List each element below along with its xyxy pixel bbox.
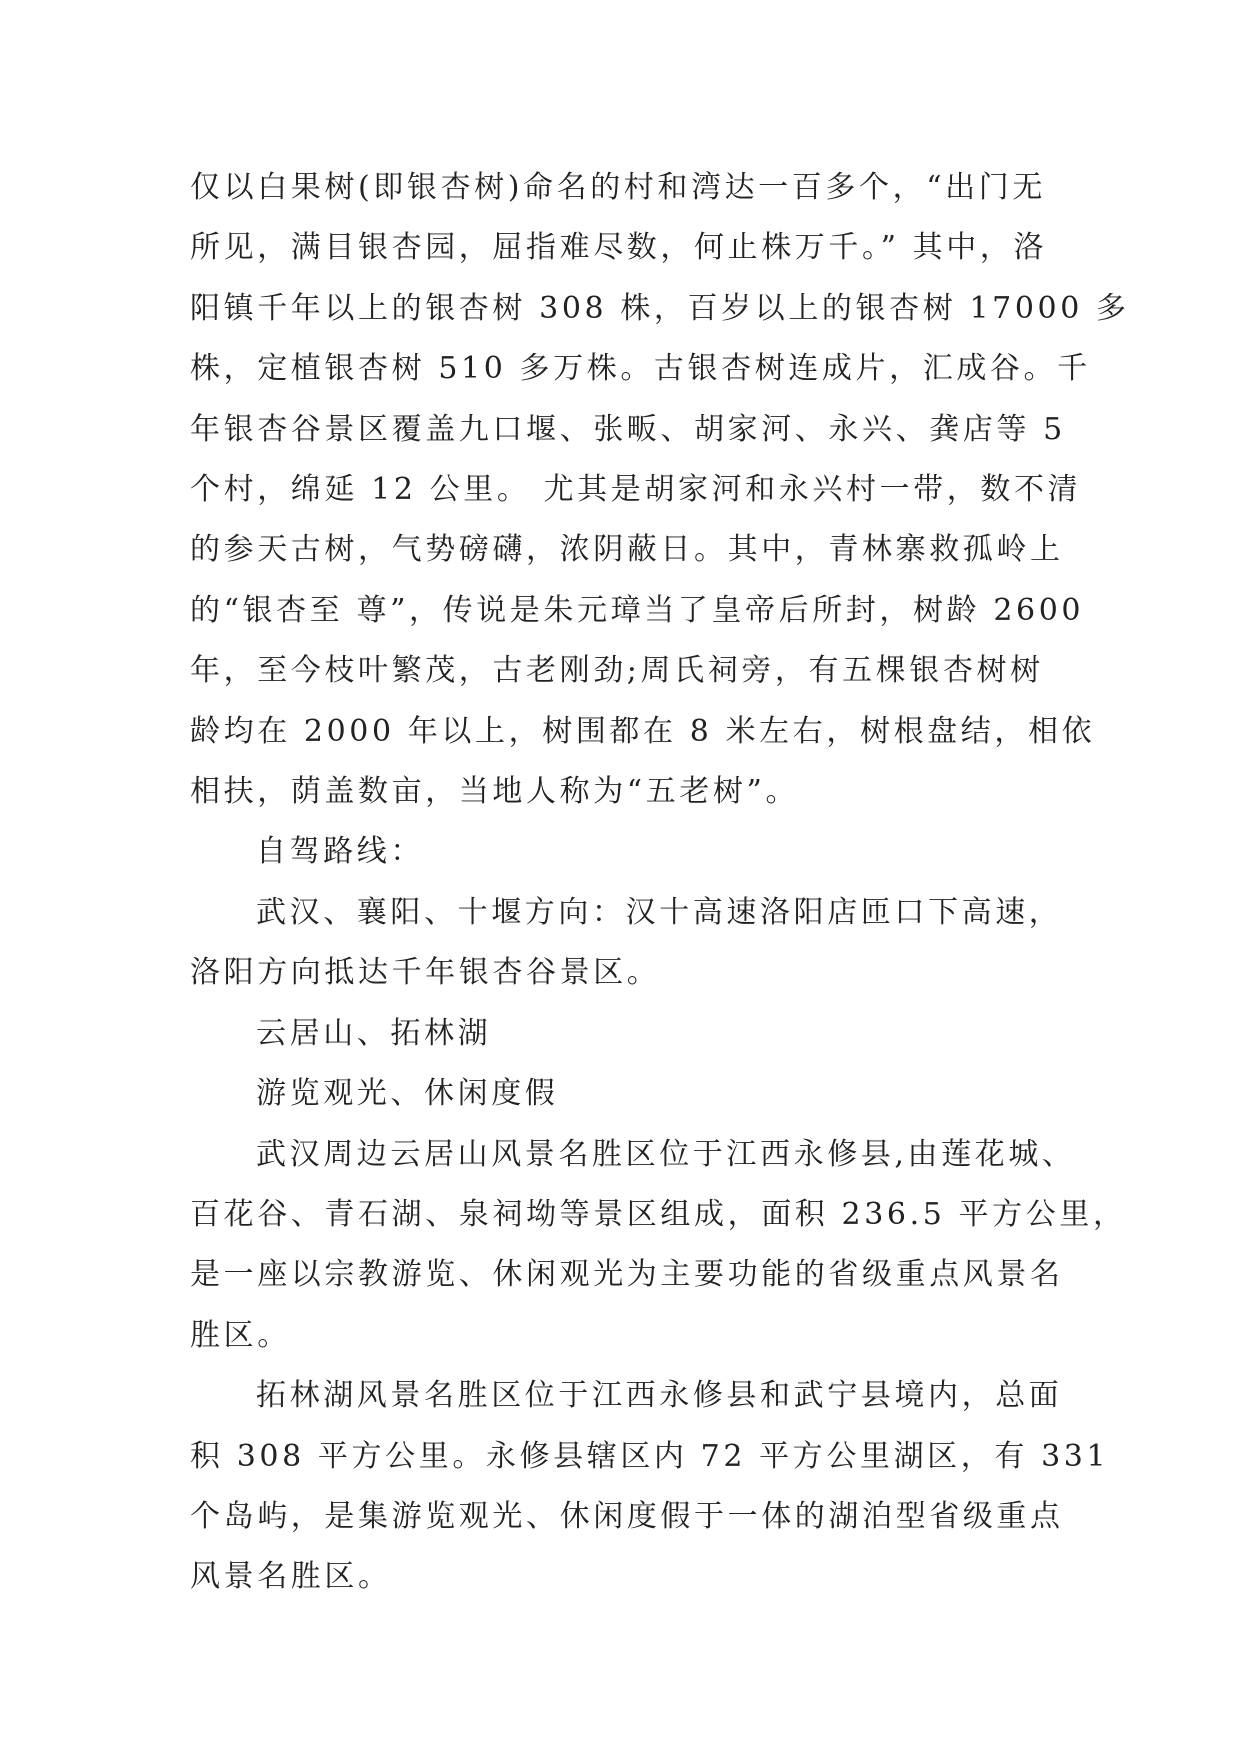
text-line: 洛阳方向抵达千年银杏谷景区。 <box>190 955 661 991</box>
text-line: 百花谷、青石湖、泉祠坳等景区组成，面积 236.5 平方公里， <box>190 1196 1127 1232</box>
text-line: 年，至今枝叶繁茂，古老刚劲;周氏祠旁，有五棵银杏树树 <box>190 653 1044 689</box>
text-line: 武汉周边云居山风景名胜区位于江西永修县,由莲花城、 <box>256 1136 1076 1172</box>
text-line: 自驾路线： <box>256 834 424 870</box>
text-line: 仅以白果树(即银杏树)命名的村和湾达一百多个，“出门无 <box>190 170 1046 205</box>
text-line: 胜区。 <box>190 1317 291 1353</box>
text-line: 拓林湖风景名胜区位于江西永修县和武宁县境内，总面 <box>256 1378 1063 1414</box>
text-line: 武汉、襄阳、十堰方向：汉十高速洛阳店匝口下高速， <box>256 894 1063 930</box>
paragraph-zhelin-lake <box>190 1366 1110 1608</box>
paragraph-driving-route <box>190 883 1070 1004</box>
text-line: 阳镇千年以上的银杏树 308 株，百岁以上的银杏树 17000 多 <box>190 290 1130 326</box>
text-line: 的“银杏至 尊”，传说是朱元璋当了皇帝后所封，树龄 2600 <box>190 592 1085 628</box>
text-line: 风景名胜区。 <box>190 1559 392 1595</box>
section-subheading <box>190 1064 1070 1124</box>
text-line: 云居山、拓林湖 <box>256 1015 492 1051</box>
paragraph-yunju-mountain <box>190 1125 1127 1367</box>
text-line: 个岛屿，是集游览观光、休闲度假于一体的湖泊型省级重点 <box>190 1498 1064 1534</box>
text-line: 株，定植银杏树 510 多万株。古银杏树连成片，汇成谷。千 <box>190 351 1091 387</box>
text-line: 个村，绵延 12 公里。 尤其是胡家河和永兴村一带，数不清 <box>190 472 1082 508</box>
text-line: 相扶，荫盖数亩，当地人称为“五老树”。 <box>190 774 800 810</box>
text-line: 积 308 平方公里。永修县辖区内 72 平方公里湖区，有 331 <box>190 1438 1110 1474</box>
paragraph-driving-route-heading <box>190 822 1070 882</box>
text-line: 所见，满目银杏园，屈指难尽数，何止株万千。” 其中，洛 <box>190 230 1048 266</box>
text-line: 是一座以宗教游览、休闲观光为主要功能的省级重点风景名 <box>190 1257 1064 1293</box>
text-line: 年银杏谷景区覆盖九口堰、张畈、胡家河、永兴、龚店等 5 <box>190 411 1066 447</box>
document-body <box>190 158 1130 1608</box>
section-heading-yunju-zhelin <box>190 1004 1070 1064</box>
text-line: 龄均在 2000 年以上，树围都在 8 米左右，树根盘结，相依 <box>190 713 1096 749</box>
text-line: 的参天古树，气势磅礴，浓阴蔽日。其中，青林寨救孤岭上 <box>190 532 1064 568</box>
paragraph-ginkgo-valley <box>190 158 1130 822</box>
text-line: 游览观光、休闲度假 <box>256 1076 559 1112</box>
